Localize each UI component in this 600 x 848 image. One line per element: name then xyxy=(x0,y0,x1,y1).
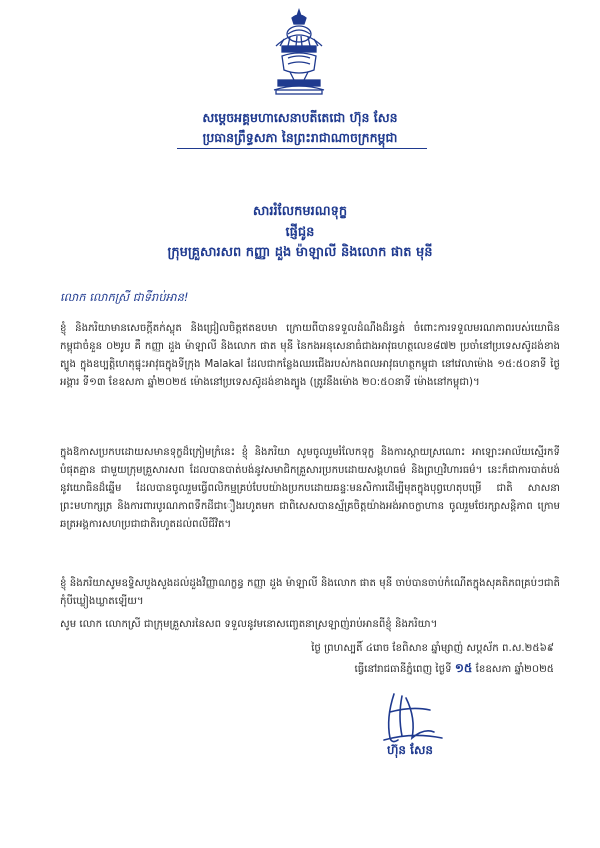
sender-name: សម្ដេចអគ្គមហាសេនាបតីតេជោ ហ៊ុន សែន xyxy=(202,110,398,125)
sender-title: ប្រធានព្រឹទ្ធសភា នៃព្រះរាជាណាចក្រកម្ពុជា xyxy=(202,130,398,145)
body-paragraph-3: ខ្ញុំ និងភរិយាសូមឧទ្ទិសបួងសួងដល់ដួងវិញ្ញាណក្ខន្ធ កញ្ញា ដួង ម៉ាឡាលី និងលោក ផាត មុនី ចាប់បានចាប់កំណើតក្នុងសុគតិភពគ្រប់ៗជាតិ កុំបីឃ្លៀងឃ្លាតឡើយ។ xyxy=(60,578,560,607)
letter-recipient: ក្រុមគ្រួសារសព កញ្ញា ដួង ម៉ាឡាលី និងលោក ផាត មុនី xyxy=(167,245,433,260)
letter-title: សាររំលែកមរណទុក្ខ xyxy=(252,204,348,219)
lunar-date-line: ថ្ងៃ ព្រហស្បតិ៍ ៤រោច ខែពិសាខ ឆ្នាំម្សាញ់ សប្តស័ក ព.ស.២៥៦៩ xyxy=(311,643,554,654)
place-date-suffix: ខែឧសភា ឆ្នាំ២០២៥ xyxy=(475,664,554,675)
salutation: លោក លោកស្រី ជាទីរាប់អាន! xyxy=(60,290,189,304)
body-paragraph-4: សូម លោក លោកស្រី ជាក្រុមគ្រួសារនៃសព ទទួលនូវមនោសញ្ចេតនាស្រឡាញ់រាប់អានពីខ្ញុំ និងភរិយា។ xyxy=(60,619,438,630)
signer-name: ហ៊ុន សែន xyxy=(386,743,434,757)
senate-emblem-icon xyxy=(268,6,330,98)
place-date-prefix: ធ្វើនៅរាជធានីភ្នំពេញ ថ្ងៃទី xyxy=(354,664,452,675)
place-date-day: ១៥ xyxy=(454,661,473,675)
header-underline xyxy=(177,148,427,149)
letter-addressed-to: ផ្ញើជូន xyxy=(285,225,315,240)
body-paragraph-1: ខ្ញុំ និងភរិយាមានសេចក្ដីតក់ស្លុត និងជ្រៀលចិត្តឥតឧបមា ក្រោយពីបានទទួលដំណឹងដ៏រន្ធត់ ចំពោះការទទួលមរណភាពរបស់យោធិនកម្ពុជាចំនួន ០២រូប គឺ កញ្ញា ដួង ម៉ាឡាលី និងលោក ផាត មុនី នៃកងអនុសេនាធំជាងអាវុធហត្ថលេខ៨៧២ ប្រចាំនៅប្រទេសស៊ូដង់ខាងត្បូង ក្នុងឧប្បត្តិហេតុផ្ទុះអាវុធក្នុងទីក្រុង Malakal ដែលជាកន្លែងឈរជើងរបស់កងពលអាវុធហត្ថកម្ពុជា នៅវេលាម៉ោង ១៥:៥០នាទី ថ្ងៃអង្គារ ទី១៣ ខែឧសភា ឆ្នាំ២០២៥ ម៉ោងនៅប្រទេសស៊ូដង់ខាងត្បូង (ត្រូវនឹងម៉ោង ២០:៥០នាទី ម៉ោងនៅកម្ពុជា)។ xyxy=(60,323,560,388)
place-date-line xyxy=(355,660,554,678)
handwritten-signature-icon xyxy=(372,688,452,748)
body-paragraph-2: ក្នុងឱកាសប្រកបដោយសមានទុក្ខដ៏ក្រៀមក្រំនេះ ខ្ញុំ និងភរិយា សូមចូលរួមរំលែកទុក្ខ និងការស្ដាយស្រណោះ អាឡោះអាល័យស្មើរកទីបំផុតគ្មាន ជាមួយក្រុមគ្រួសារសព ដែលបានបាត់បង់នូវសមាជិកគ្រួសារប្រកបដោយសង្គហធម៌ និងព្រហ្មវិហារធម៌។ នេះក៏ជាការបាត់បង់នូវយោធិនដ៏ឆ្នើម ដែលបានចូលរួមធ្វើពលិកម្មគ្រប់បែបយ៉ាងប្រកបដោយឆន្ទៈមនសិការដើម្បីមុតក្នុងបុព្វហេតុបម្រើ ជាតិ សាសនា ព្រះមហាក្សត្រ និងការពារបូរណភាពទឹកដីជាឿងរហូតមក ជាពិសេសបានស្ម័គ្រចិត្តយ៉ាងអង់អាចក្លាហាន ចូលរួមថែរក្សាសន្តិភាព ក្រោមឆត្រអង្គការសហប្រជាជាតិរហូតដល់ពលីជីវិត។ xyxy=(60,447,560,530)
